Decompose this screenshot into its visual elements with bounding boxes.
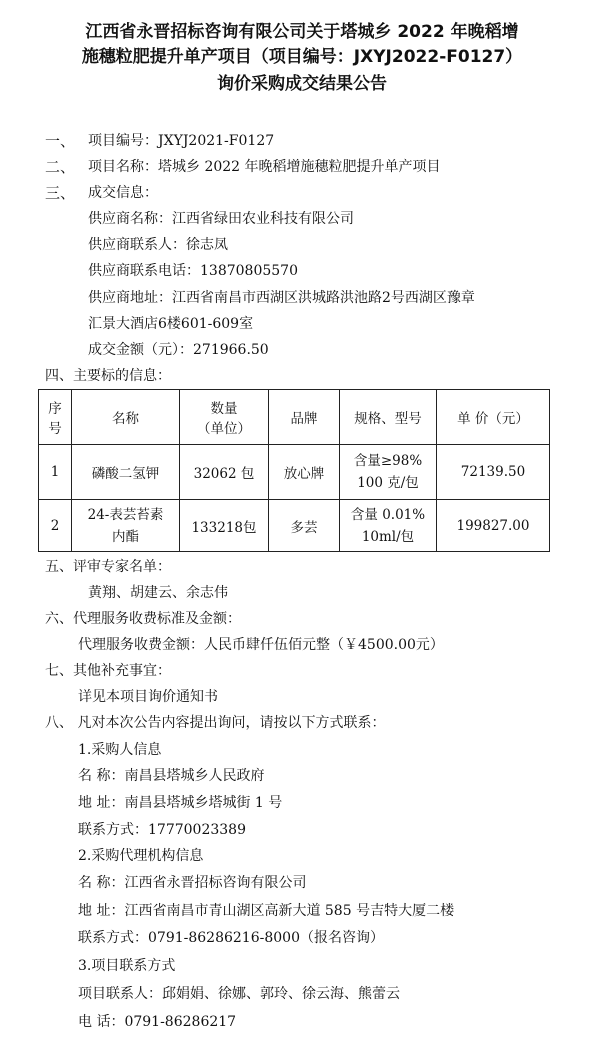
agency-address: 地 址：江西省南昌市青山湖区高新大道 585 号吉特大厦二楼 [78, 903, 455, 919]
notice-title-line-1: 江西省永晋招标咨询有限公司关于塔城乡 2022 年晚稻增 [85, 22, 519, 42]
row-1-seq: 1 [39, 445, 72, 500]
header-seq-line-2: 号 [48, 421, 62, 437]
agency-fee: 代理服务收费金额：人民币肆仟伍佰元整（￥4500.00元） [78, 637, 444, 653]
header-quantity [180, 390, 269, 445]
notice-title-line-2: 施穗粒肥提升单产项目（项目编号：JXYJ2022-F0127） [81, 47, 523, 67]
row-2-name-line-1: 24-表芸苔素 [87, 506, 164, 523]
section-1-number: 一、 [45, 132, 76, 150]
table-row [39, 500, 550, 552]
project-contacts: 项目联系人：邱娟娟、徐娜、郭玲、徐云海、熊蕾云 [78, 986, 400, 1002]
purchaser-name: 名 称：南昌县塔城乡人民政府 [78, 768, 265, 784]
section-4-heading: 四、主要标的信息： [45, 368, 171, 384]
row-2-seq: 2 [39, 500, 72, 552]
main-items-table [38, 389, 550, 552]
header-spec: 规格、型号 [340, 390, 437, 445]
header-quantity-line-2: （单位） [197, 421, 251, 437]
row-1-quantity: 32062 包 [180, 445, 269, 500]
project-contact-title: 3.项目联系方式 [78, 958, 176, 974]
header-brand: 品牌 [269, 390, 340, 445]
row-2-brand: 多芸 [269, 500, 340, 552]
agency-contact: 联系方式：0791-86286216-8000（报名咨询） [78, 930, 384, 946]
row-2-quantity: 133218包 [180, 500, 269, 552]
header-unit-price: 单 价（元） [437, 390, 550, 445]
section-3-number: 三、 [45, 184, 76, 202]
expert-list: 黄翔、胡建云、余志伟 [88, 585, 228, 601]
supplier-name: 供应商名称：江西省绿田农业科技有限公司 [88, 211, 354, 227]
supplier-contact: 供应商联系人：徐志凤 [88, 237, 228, 253]
table-header-row [39, 390, 550, 445]
header-quantity-line-1: 数量 [210, 401, 238, 417]
row-1-spec [340, 445, 437, 500]
purchaser-address: 地 址：南昌县塔城乡塔城街 1 号 [78, 795, 283, 811]
header-seq [39, 390, 72, 445]
header-name: 名称 [72, 390, 180, 445]
project-number: 项目编号：JXYJ2021-F0127 [88, 133, 275, 149]
header-seq-line-1: 序 [48, 401, 62, 417]
supplier-phone: 供应商联系电话：13870805570 [88, 263, 298, 279]
section-7-heading: 七、其他补充事宜： [45, 663, 171, 679]
row-2-spec-line-2: 10ml/包 [361, 528, 415, 545]
supplier-address-line-2: 汇景大酒店6楼601-609室 [88, 316, 254, 332]
section-8-heading: 八、 凡对本次公告内容提出询问，请按以下方式联系： [45, 715, 386, 731]
deal-amount: 成交金额（元）：271966.50 [88, 342, 269, 358]
supplier-address-line-1: 供应商地址：江西省南昌市西湖区洪城路洪池路2号西湖区豫章 [88, 290, 475, 306]
purchaser-info-title: 1.采购人信息 [78, 742, 162, 758]
section-2-number: 二、 [45, 158, 76, 176]
section-5-heading: 五、评审专家名单： [45, 559, 171, 575]
row-1-spec-line-1: 含量≥98% [353, 453, 423, 469]
row-1-brand: 放心牌 [269, 445, 340, 500]
row-1-price: 72139.50 [437, 445, 550, 500]
row-2-spec [340, 500, 437, 552]
supplementary-note: 详见本项目询价通知书 [78, 689, 218, 705]
agency-info-title: 2.采购代理机构信息 [78, 848, 204, 864]
row-1-name: 磷酸二氢钾 [72, 445, 180, 500]
row-2-spec-line-1: 含量 0.01% [350, 506, 426, 523]
row-2-name [72, 500, 180, 552]
project-phone: 电 话：0791-86286217 [78, 1014, 237, 1030]
row-1-spec-line-2: 100 克/包 [357, 475, 419, 491]
section-6-heading: 六、代理服务收费标准及金额： [45, 611, 241, 627]
table-row [39, 445, 550, 500]
notice-title-line-3: 询价采购成交结果公告 [217, 74, 387, 94]
agency-name: 名 称：江西省永晋招标咨询有限公司 [78, 875, 307, 891]
row-2-price: 199827.00 [437, 500, 550, 552]
deal-info-heading: 成交信息： [88, 185, 158, 201]
project-name: 项目名称：塔城乡 2022 年晚稻增施穗粒肥提升单产项目 [88, 159, 441, 175]
row-2-name-line-2: 内酯 [112, 528, 139, 545]
purchaser-contact: 联系方式：17770023389 [78, 822, 246, 838]
